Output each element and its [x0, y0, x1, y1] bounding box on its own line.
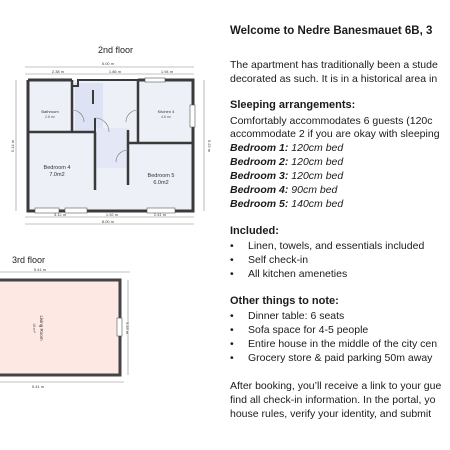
second-floor-plan — [0, 0, 222, 240]
dim-right: 5.23 m — [207, 139, 212, 153]
room-kitchen-name: Kitchen 4 — [157, 109, 175, 114]
bedroom-5-line: Bedroom 5: 140cm bed — [230, 198, 344, 210]
room-kitchen-area: 4.6 m² — [161, 115, 171, 119]
living-room-name: Living Room — [39, 315, 44, 341]
floorplan-panel — [0, 0, 222, 450]
dim-top-1: 2.38 m — [51, 69, 65, 74]
listing-text-panel — [230, 0, 450, 450]
room-bedroom4-area: 7.0m2 — [49, 172, 65, 178]
third-floor-title: 3rd floor — [12, 255, 46, 265]
third-dim-bottom: 5.41 m — [31, 384, 45, 389]
note-item: • Sofa space for 4-5 people — [230, 324, 369, 336]
included-item: • Linen, towels, and essentials included — [230, 240, 425, 252]
room-bathroom-name: Bathroom — [41, 109, 59, 114]
sleeping-line-1: Comfortably accommodates 6 guests (120c — [230, 115, 433, 127]
booking-line-2: find all check-in information. In the portal, yo — [230, 394, 436, 406]
third-dim-right: 3.33 m — [125, 321, 130, 335]
third-dim-top: 5.41 m — [33, 268, 47, 272]
room-bedroom4-name: Bedroom 4 — [43, 165, 71, 171]
third-floor-plan — [0, 268, 222, 418]
listing-title: Welcome to Nedre Banesmauet 6B, 3 — [230, 25, 433, 37]
dim-top-total: 6.00 m — [101, 61, 115, 66]
bedroom-3-line: Bedroom 3: 120cm bed — [230, 170, 344, 182]
booking-line-1: After booking, you’ll receive a link to your gue — [230, 380, 442, 392]
dim-bottom-3: 2.41 m — [153, 212, 167, 217]
bedroom-2-line: Bedroom 2: 120cm bed — [230, 156, 344, 168]
included-item: • Self check-in — [230, 254, 309, 266]
bedroom-4-line: Bedroom 4: 90cm bed — [230, 184, 338, 196]
note-item: • Dinner table: 6 seats — [230, 310, 345, 322]
dim-top-2: 1.86 m — [108, 69, 122, 74]
note-item: • Entire house in the middle of the city cen — [230, 338, 438, 350]
sleeping-heading: Sleeping arrangements: — [230, 99, 356, 111]
dim-bottom-1: 3.12 m — [53, 212, 67, 217]
bedroom-1-line: Bedroom 1: 120cm bed — [230, 142, 344, 154]
included-heading: Included: — [230, 225, 279, 237]
room-bedroom5-area: 6.0m2 — [153, 180, 169, 186]
room-bedroom5-name: Bedroom 5 — [147, 173, 175, 179]
booking-line-3: house rules, verify your identity, and submit — [230, 408, 432, 420]
included-item: • All kitchen ameneties — [230, 268, 348, 280]
room-bathroom-area: 2.6 m² — [45, 115, 55, 119]
notes-heading: Other things to note: — [230, 295, 339, 307]
dim-top-3: 1.94 m — [160, 69, 174, 74]
dim-left: 5.14 m — [10, 139, 15, 153]
second-floor-title: 2nd floor — [98, 45, 134, 55]
intro-line-2: decorated as such. It is in a historical area in — [230, 73, 438, 85]
intro-line-1: The apartment has traditionally been a stude — [230, 59, 438, 71]
living-room-area: 18 m² — [32, 323, 36, 333]
dim-bottom-total: 8.00 m — [101, 219, 115, 224]
note-item: • Grocery store & paid parking 50m away — [230, 352, 433, 364]
sleeping-line-2: accommodate 2 if you are okay with sleeping — [230, 128, 440, 140]
dim-bottom-2: 1.92 m — [105, 212, 119, 217]
